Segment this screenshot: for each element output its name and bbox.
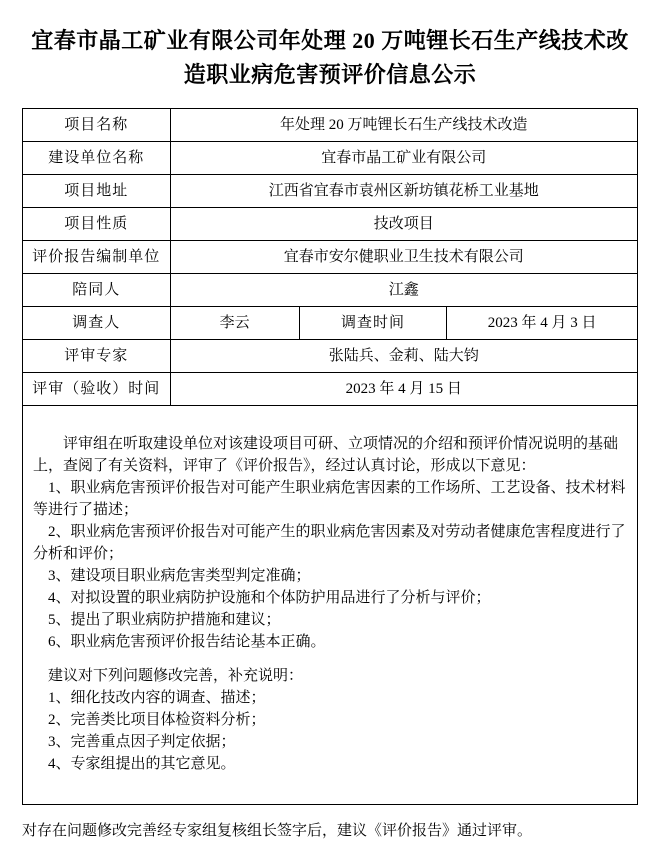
row-label-survey-time: 调查时间	[299, 307, 447, 340]
row-label-project-address: 项目地址	[23, 175, 171, 208]
row-label-experts: 评审专家	[23, 340, 171, 373]
table-row-survey	[23, 307, 638, 340]
row-label-review-time: 评审（验收）时间	[23, 373, 171, 406]
row-value-project-address: 江西省宜春市袁州区新坊镇花桥工业基地	[170, 175, 637, 208]
row-value-project-nature: 技改项目	[170, 208, 637, 241]
opinion-item: 2、职业病危害预评价报告对可能产生的职业病危害因素及对劳动者健康危害程度进行了分析和评价；	[33, 524, 626, 562]
suggestion-title: 建议对下列问题修改完善，补充说明：	[48, 668, 304, 684]
row-label-surveyor: 调查人	[23, 307, 171, 340]
row-value-project-name: 年处理 20 万吨锂长石生产线技术改造	[170, 109, 637, 142]
opinion-item: 6、职业病危害预评价报告结论基本正确。	[48, 634, 326, 650]
page-title: 宜春市晶工矿业有限公司年处理 20 万吨锂长石生产线技术改造职业病危害预评价信息公示	[31, 28, 629, 87]
opinion-cell	[23, 406, 638, 805]
suggestion-item: 2、完善类比项目体检资料分析；	[48, 712, 266, 728]
row-value-review-time: 2023 年 4 月 15 日	[170, 373, 637, 406]
table-row	[23, 274, 638, 307]
suggestion-item: 1、细化技改内容的调查、描述；	[48, 690, 266, 706]
table-row-opinion	[23, 406, 638, 805]
footer-note: 对存在问题修改完善经专家组复核组长签字后，建议《评价报告》通过评审。	[22, 823, 533, 839]
table-row	[23, 373, 638, 406]
table-row	[23, 340, 638, 373]
opinion-item: 4、对拟设置的职业病防护设施和个体防护用品进行了分析与评价；	[48, 590, 491, 606]
opinion-item: 1、职业病危害预评价报告对可能产生职业病危害因素的工作场所、工艺设备、技术材料等进行了描述；	[33, 480, 626, 518]
row-label-company-name: 建设单位名称	[23, 142, 171, 175]
opinion-item: 5、提出了职业病防护措施和建议；	[48, 612, 281, 628]
row-label-project-nature: 项目性质	[23, 208, 171, 241]
row-value-surveyor: 李云	[170, 307, 299, 340]
opinion-item: 3、建设项目职业病危害类型判定准确；	[48, 568, 311, 584]
row-label-report-unit: 评价报告编制单位	[23, 241, 171, 274]
row-label-project-name: 项目名称	[23, 109, 171, 142]
table-row	[23, 208, 638, 241]
suggestion-item: 4、专家组提出的其它意见。	[48, 756, 236, 772]
table-row	[23, 241, 638, 274]
table-row	[23, 142, 638, 175]
row-value-accompanying-person: 江鑫	[170, 274, 637, 307]
info-table	[22, 108, 638, 805]
row-value-report-unit: 宜春市安尔健职业卫生技术有限公司	[170, 241, 637, 274]
row-value-experts: 张陆兵、金莉、陆大钧	[170, 340, 637, 373]
table-row	[23, 109, 638, 142]
spacer	[33, 653, 627, 665]
suggestion-item: 3、完善重点因子判定依据；	[48, 734, 236, 750]
table-row	[23, 175, 638, 208]
opinion-intro: 评审组在听取建设单位对该建设项目可研、立项情况的介绍和预评价情况说明的基础上，查阅了有关资料，评审了《评价报告》，经过认真讨论，形成以下意见：	[33, 436, 619, 474]
row-label-accompanying-person: 陪同人	[23, 274, 171, 307]
row-value-company-name: 宜春市晶工矿业有限公司	[170, 142, 637, 175]
row-value-survey-time: 2023 年 4 月 3 日	[447, 307, 638, 340]
